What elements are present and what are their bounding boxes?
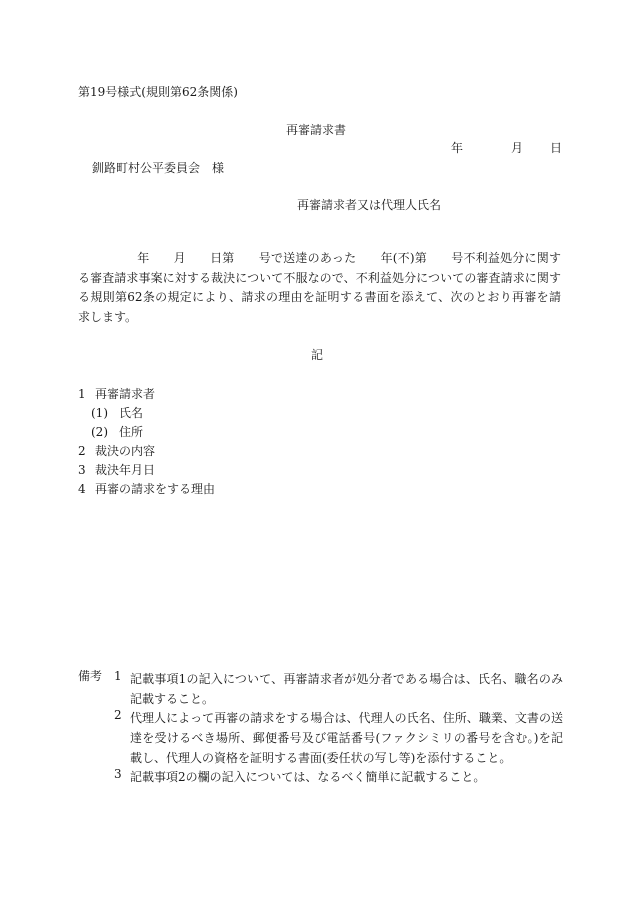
page-title: 再審請求書 bbox=[286, 123, 347, 137]
item-label: 再審の請求をする理由 bbox=[95, 482, 216, 496]
item-label: 裁決の内容 bbox=[95, 444, 156, 458]
note-text: 代理人によって再審の請求をする場合は、代理人の氏名、住所、職業、文書の送達を受けるべき場所、郵便番号及び電話番号(ファクシミリの番号を含む。)を記載し、代理人の資格を証明する書面(委任状の写し等)を添付すること。 bbox=[130, 711, 563, 765]
ki-heading: 記 bbox=[311, 348, 324, 362]
item-label: 裁決年月日 bbox=[95, 463, 156, 477]
date-year-label: 年 bbox=[451, 141, 464, 155]
body-case-no: 年(不)第 bbox=[380, 251, 428, 265]
item-number: 1 bbox=[78, 387, 86, 401]
item-number: 3 bbox=[78, 463, 86, 477]
note-text: 記載事項2の欄の記入については、なるべく簡単に記載すること。 bbox=[130, 770, 486, 784]
body-main-text: 号不利益処分に関する審査請求事案に対する裁決について不服なので、不利益処分についての審査請求に関する規則第62条の規定により、請求の理由を証明する書面を添えて、次のとおり再審を請求します。 bbox=[78, 251, 561, 324]
applicant-name-label: 再審請求者又は代理人氏名 bbox=[297, 198, 442, 212]
note-number: 3 bbox=[114, 767, 122, 781]
item-number: 4 bbox=[78, 482, 86, 496]
addressee: 釧路町村公平委員会 様 bbox=[92, 161, 225, 175]
note-number: 1 bbox=[114, 669, 122, 683]
item-label: 氏名 bbox=[119, 406, 144, 420]
item-label: 住所 bbox=[119, 425, 144, 439]
body-paragraph bbox=[78, 249, 561, 327]
notes-label: 備考 bbox=[78, 669, 103, 683]
item-number: (1) bbox=[91, 406, 108, 420]
body-month: 月 bbox=[173, 251, 186, 265]
date-day-label: 日 bbox=[550, 141, 563, 155]
date-month-label: 月 bbox=[511, 141, 524, 155]
item-number: (2) bbox=[91, 425, 108, 439]
note-text: 記載事項1の記入について、再審請求者が処分者である場合は、氏名、職名のみ記載すること。 bbox=[130, 672, 563, 706]
body-year: 年 bbox=[137, 251, 150, 265]
item-label: 再審請求者 bbox=[95, 387, 156, 401]
form-number: 第19号様式(規則第62条関係) bbox=[78, 85, 238, 99]
body-delivered: 号で送達のあった bbox=[258, 251, 357, 265]
note-number: 2 bbox=[114, 708, 122, 722]
body-day: 日第 bbox=[209, 251, 235, 265]
date-line bbox=[451, 142, 562, 154]
item-number: 2 bbox=[78, 444, 86, 458]
